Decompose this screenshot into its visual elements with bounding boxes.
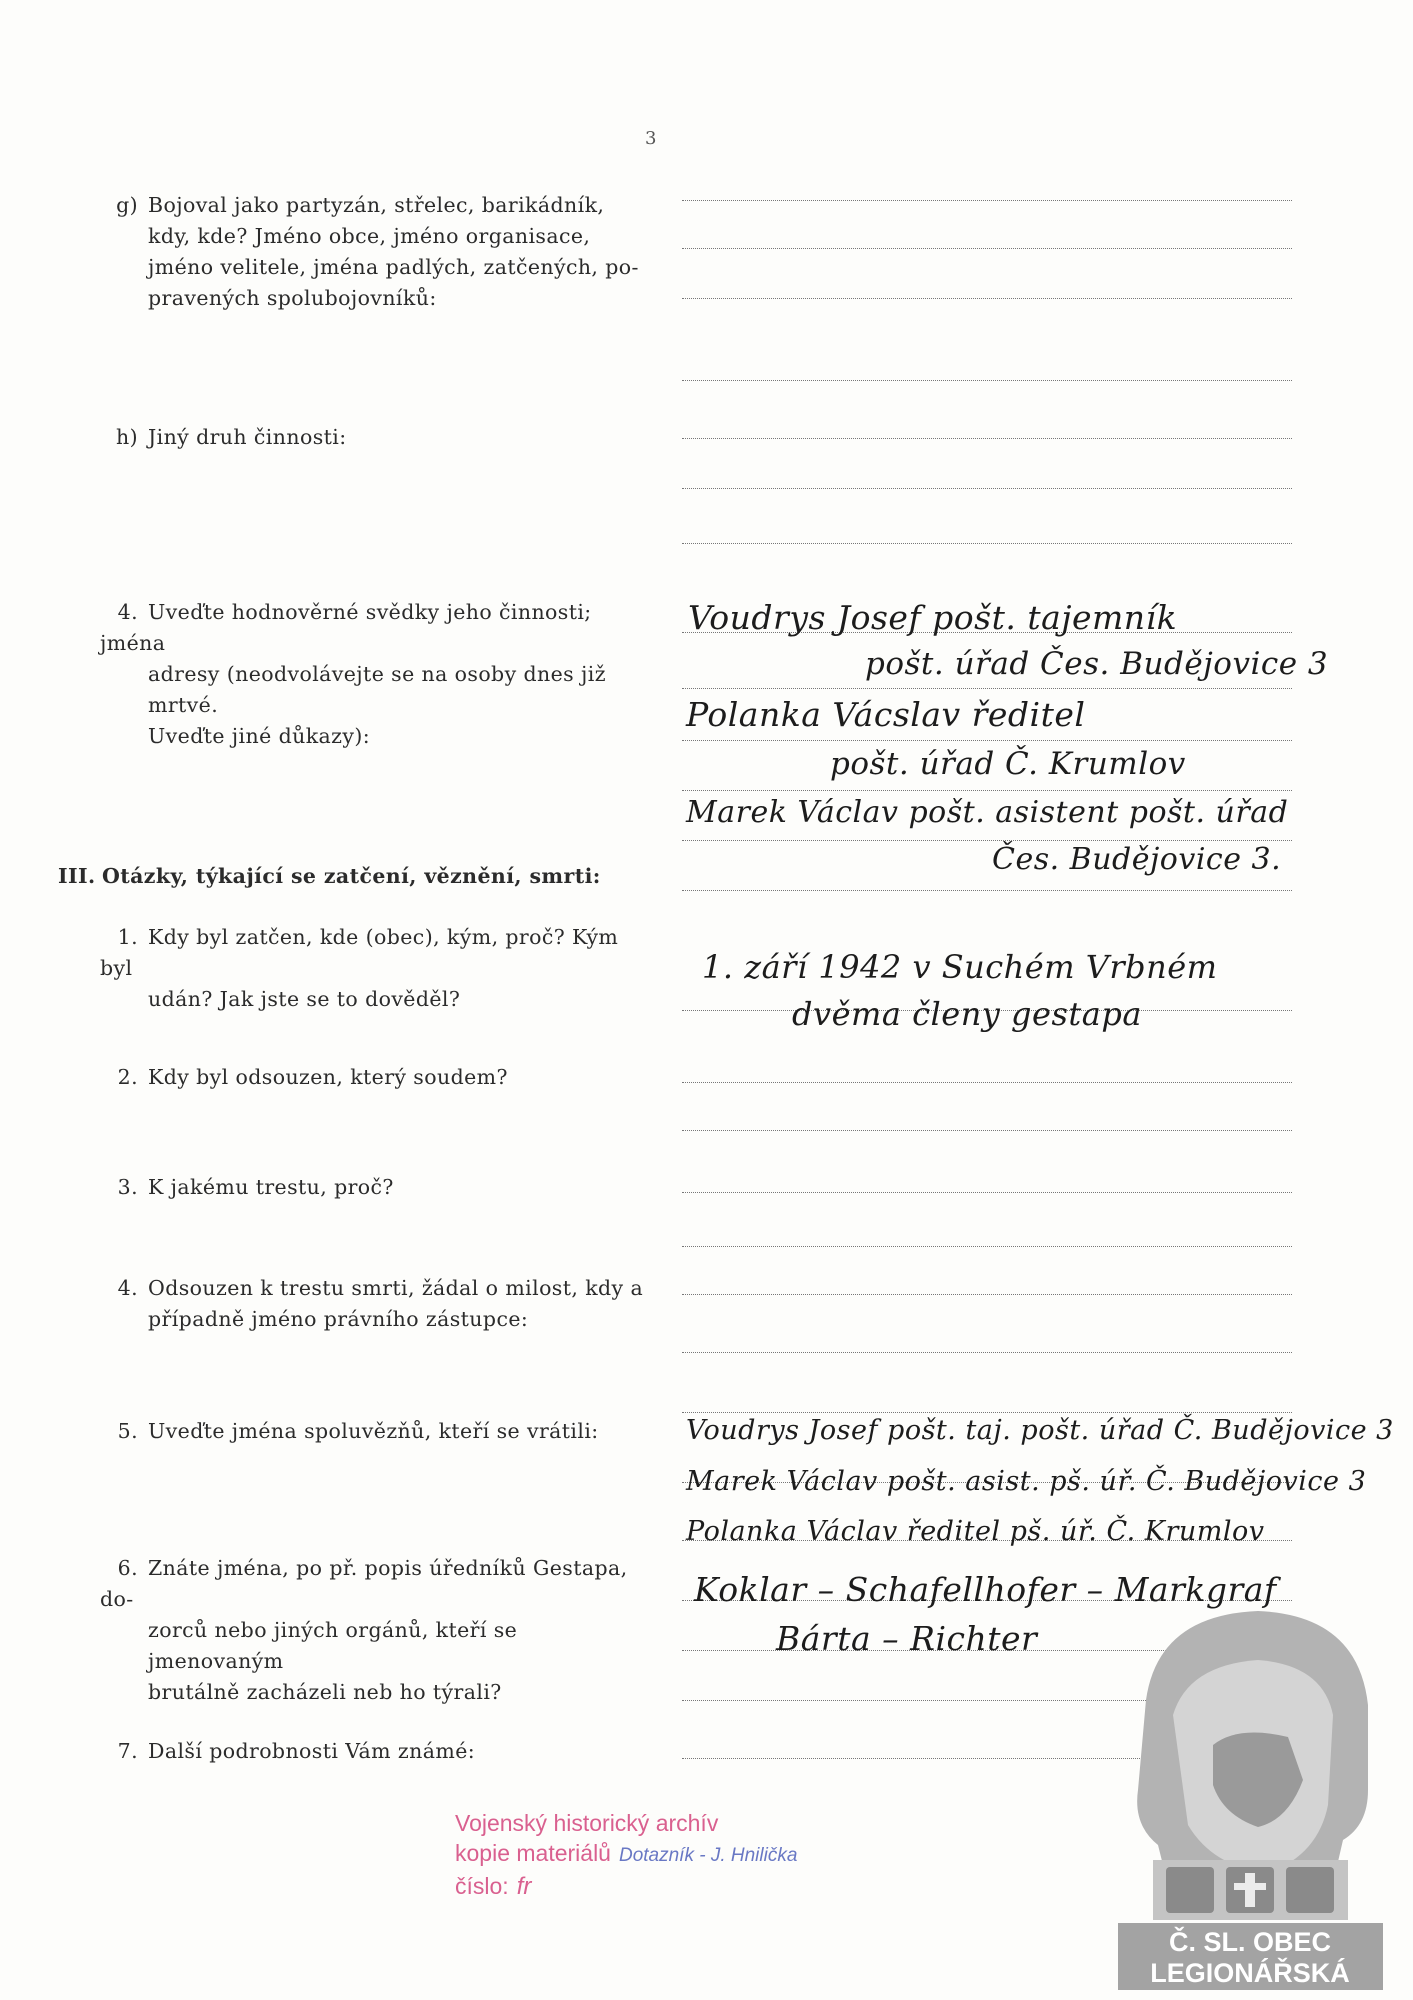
answer-witness-3-address: Čes. Budějovice 3.: [992, 842, 1282, 877]
question-text-cont: udán? Jak jste se to dověděl?: [148, 987, 461, 1011]
question-marker: 2.: [117, 1065, 138, 1089]
answer-arrest-date-place: 1. září 1942 v Suchém Vrbném: [702, 948, 1218, 986]
answer-witness-1: Voudrys Josef pošt. tajemník: [688, 598, 1178, 637]
section-iii-heading: [58, 861, 613, 892]
emblem-text-line1: Č. SL. OBEC: [1168, 1927, 1332, 1957]
answer-line: [682, 1352, 1292, 1353]
question-marker: 1.: [117, 925, 138, 949]
question-text-cont: Uveďte jiné důkazy):: [148, 724, 371, 748]
question-marker: 4.: [117, 600, 138, 624]
answer-line: [682, 1192, 1292, 1193]
question-text: Kdy byl odsouzen, který soudem?: [148, 1065, 508, 1089]
answer-line: [682, 840, 1292, 841]
answer-line: [682, 790, 1292, 791]
answer-arrest-by: dvěma členy gestapa: [792, 995, 1142, 1033]
section-title: Otázky, týkající se zatčení, věznění, smrti:: [102, 864, 601, 888]
answer-gestapo-names-1: Koklar – Schafellhofer – Markgraf: [694, 1570, 1277, 1609]
question-text-cont: zorců nebo jiných orgánů, kteří se jmenovaným: [148, 1618, 518, 1673]
answer-prisoner-3: Polanka Václav ředitel pš. úř. Č. Krumlov: [686, 1516, 1265, 1547]
question-text: Další podrobnosti Vám známé:: [148, 1739, 476, 1763]
question-marker: h): [115, 425, 138, 449]
answer-line: [682, 298, 1292, 299]
archive-stamp: [455, 1808, 797, 1902]
answer-line: [682, 200, 1292, 201]
question-sentenced: [100, 1062, 655, 1093]
answer-line: [682, 1082, 1292, 1083]
stamp-handwritten-number: fr: [516, 1873, 532, 1900]
question-arrest: [100, 922, 655, 1015]
stamp-handwritten-reference: Dotazník - J. Hnilička: [618, 1845, 798, 1866]
question-text-cont: pravených spolubojovníků:: [148, 286, 437, 310]
answer-line: [682, 1130, 1292, 1131]
emblem-text-line2: LEGIONÁŘSKÁ: [1150, 1958, 1350, 1988]
answer-line: [682, 1294, 1292, 1295]
question-witnesses: [100, 597, 655, 752]
question-text: Bojoval jako partyzán, střelec, barikádník,: [148, 193, 605, 217]
question-text: Odsouzen k trestu smrti, žádal o milost, kdy a: [148, 1276, 644, 1300]
question-text: K jakému trestu, proč?: [148, 1175, 394, 1199]
answer-line: [682, 438, 1292, 439]
question-g: [100, 190, 655, 314]
stamp-copy-label: kopie materiálů: [455, 1840, 611, 1866]
question-text: Kdy byl zatčen, kde (obec), kým, proč? Kým byl: [100, 925, 619, 980]
answer-line: [682, 740, 1292, 741]
question-fellow-prisoners: [100, 1416, 655, 1447]
page-number: 3: [645, 128, 657, 149]
answer-line: [682, 488, 1292, 489]
answer-prisoner-1: Voudrys Josef pošt. taj. pošt. úřad Č. Budějovice 3: [686, 1415, 1394, 1446]
question-gestapo-officials: [100, 1553, 655, 1708]
stamp-number-label: číslo:: [455, 1873, 509, 1899]
answer-line: [682, 1246, 1292, 1247]
question-text: Uveďte hodnověrné svědky jeho činnosti; jména: [100, 600, 592, 655]
question-text-cont: adresy (neodvolávejte se na osoby dnes již mrtvé.: [148, 662, 606, 717]
question-text: Jiný druh činnosti:: [148, 425, 347, 449]
answer-witness-2-address: pošt. úřad Č. Krumlov: [830, 746, 1186, 782]
question-marker: 6.: [117, 1556, 138, 1580]
question-text-cont: kdy, kde? Jméno obce, jméno organisace,: [148, 224, 591, 248]
question-marker: g): [116, 193, 138, 217]
answer-line: [682, 380, 1292, 381]
answer-gestapo-names-2: Bárta – Richter: [776, 1619, 1038, 1658]
answer-line: [682, 543, 1292, 544]
question-text-cont: případně jméno právního zástupce:: [148, 1307, 529, 1331]
answer-line: [682, 890, 1292, 891]
question-marker: 4.: [117, 1276, 138, 1300]
question-h: [100, 422, 655, 453]
legion-emblem-logo: [1118, 1605, 1383, 1990]
section-marker: III.: [58, 864, 96, 888]
question-text-cont: jméno velitele, jména padlých, zatčených, po-: [148, 255, 639, 279]
question-text-cont: brutálně zacházeli neb ho týrali?: [148, 1680, 502, 1704]
answer-witness-3: Marek Václav pošt. asistent pošt. úřad: [686, 795, 1289, 830]
answer-witness-2: Polanka Vácslav ředitel: [686, 695, 1086, 734]
question-punishment: [100, 1172, 655, 1203]
answer-line: [682, 1412, 1292, 1413]
question-marker: 5.: [117, 1419, 138, 1443]
answer-line: [682, 248, 1292, 249]
answer-line: [682, 688, 1292, 689]
question-marker: 3.: [117, 1175, 138, 1199]
answer-witness-1-address: pošt. úřad Čes. Budějovice 3: [865, 646, 1329, 682]
question-marker: 7.: [117, 1739, 138, 1763]
question-text: Uveďte jména spoluvězňů, kteří se vrátili:: [148, 1419, 599, 1443]
answer-prisoner-2: Marek Václav pošt. asist. pš. úř. Č. Budějovice 3: [686, 1466, 1367, 1497]
question-other-details: [100, 1736, 655, 1767]
stamp-title: Vojenský historický archív: [455, 1810, 719, 1836]
question-death-sentence: [100, 1273, 655, 1335]
question-text: Znáte jména, po př. popis úředníků Gestapa, do-: [100, 1556, 628, 1611]
